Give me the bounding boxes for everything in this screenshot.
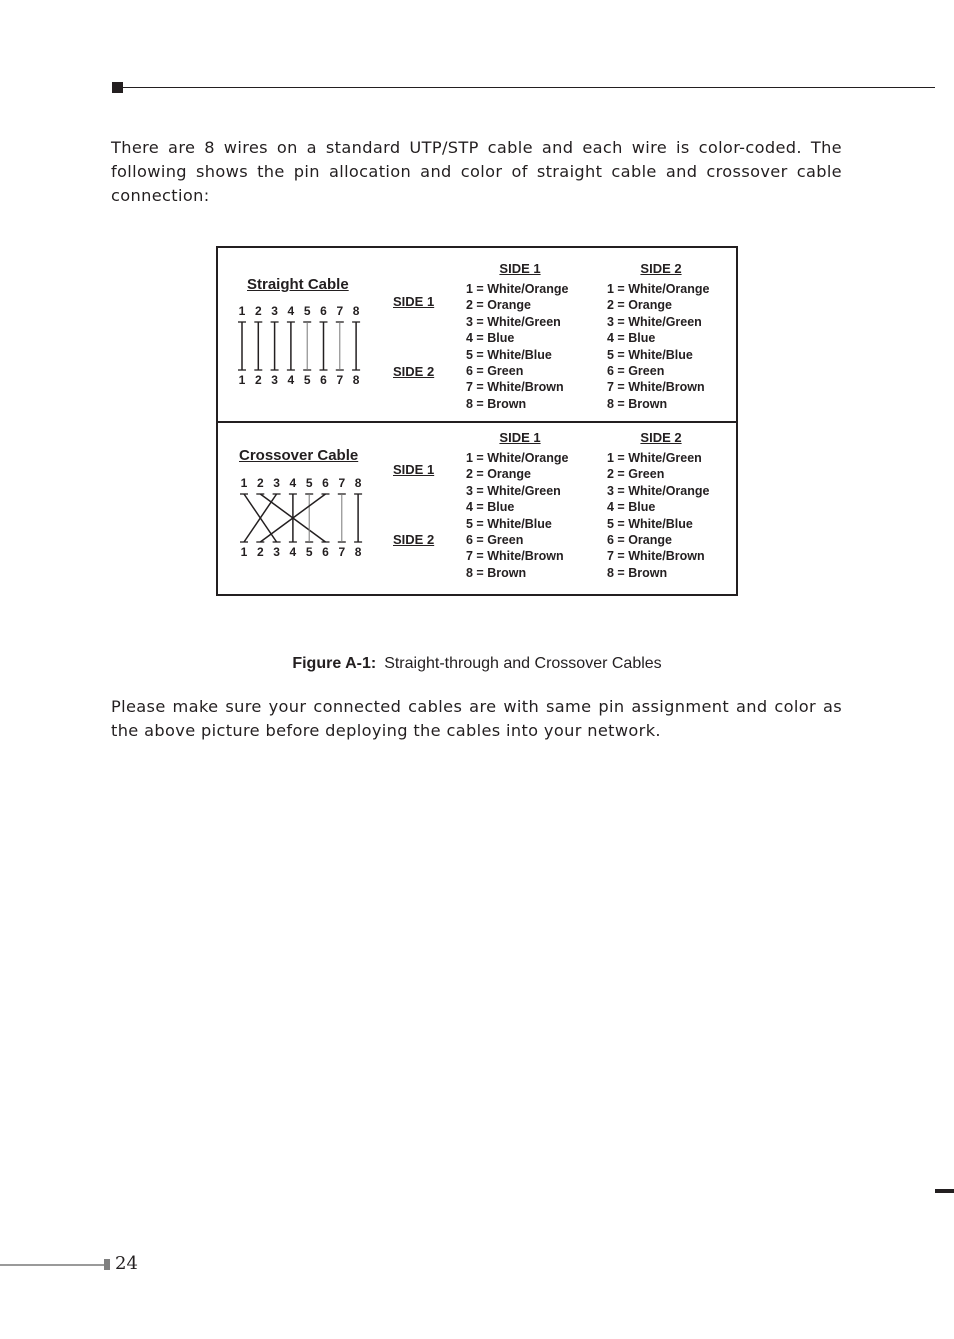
pin-color-entry: 7 = White/Brown bbox=[607, 549, 705, 564]
pin-number: 8 bbox=[352, 304, 360, 318]
pin-color-entry: 1 = White/Green bbox=[607, 451, 702, 465]
pin-number: 8 bbox=[354, 476, 362, 490]
straight-side2-list bbox=[607, 281, 709, 412]
pin-number: 6 bbox=[322, 545, 329, 559]
pin-color-entry: 7 = White/Brown bbox=[466, 380, 564, 395]
pin-color-entry: 2 = Orange bbox=[466, 467, 531, 482]
figure-caption bbox=[0, 655, 954, 673]
crossover-side1-heading: SIDE 1 bbox=[499, 430, 541, 445]
pin-number: 5 bbox=[303, 373, 311, 387]
pin-number: 6 bbox=[320, 304, 327, 318]
pin-color-entry: 4 = Blue bbox=[466, 331, 515, 346]
crossover-cable-panel bbox=[218, 423, 736, 594]
edge-tab-mark bbox=[935, 1189, 954, 1193]
crossover-side2-heading: SIDE 2 bbox=[640, 430, 682, 445]
pin-color-entry: 1 = White/Orange bbox=[466, 451, 569, 465]
straight-pins-top bbox=[238, 304, 368, 318]
pin-color-entry: 5 = White/Blue bbox=[466, 516, 552, 531]
pin-number: 5 bbox=[305, 545, 313, 559]
pin-number: 5 bbox=[303, 304, 311, 318]
pin-number: 8 bbox=[352, 373, 360, 387]
intro-paragraph: There are 8 wires on a standard UTP/STP cable and each wire is color-coded. The following shows the pin allocation and color of straight cable and crossover cable connection: bbox=[111, 138, 842, 205]
straight-cable-title: Straight Cable bbox=[247, 276, 349, 293]
pin-number: 1 bbox=[238, 373, 246, 387]
pin-number: 1 bbox=[240, 476, 248, 490]
pin-number: 4 bbox=[287, 373, 295, 387]
header-rule bbox=[123, 87, 935, 88]
cable-pinout-figure bbox=[216, 246, 738, 596]
footer-rule bbox=[0, 1264, 104, 1266]
pin-number: 2 bbox=[256, 545, 264, 559]
crossover-cable-title: Crossover Cable bbox=[239, 447, 359, 464]
pin-number: 7 bbox=[336, 373, 344, 387]
pin-color-entry: 8 = Brown bbox=[466, 565, 527, 580]
pin-number: 3 bbox=[271, 373, 278, 387]
pin-color-entry: 2 = Orange bbox=[607, 298, 672, 313]
straight-side1-heading: SIDE 1 bbox=[499, 261, 541, 276]
pin-color-entry: 6 = Green bbox=[607, 364, 665, 379]
pin-color-entry: 3 = White/Green bbox=[466, 483, 561, 498]
page-number: 24 bbox=[115, 1253, 138, 1274]
pin-color-entry: 8 = Brown bbox=[607, 396, 668, 411]
pin-color-entry: 6 = Green bbox=[466, 364, 524, 379]
pin-color-entry: 5 = White/Blue bbox=[607, 516, 693, 531]
pin-number: 6 bbox=[322, 476, 329, 490]
crossover-side2-tag: SIDE 2 bbox=[393, 532, 435, 547]
pin-color-entry: 6 = Green bbox=[466, 533, 524, 548]
pin-color-entry: 7 = White/Brown bbox=[466, 549, 564, 564]
pin-color-entry: 1 = White/Orange bbox=[466, 282, 569, 296]
figure-caption-label: Figure A-1: bbox=[292, 655, 377, 672]
pin-number: 4 bbox=[289, 476, 297, 490]
straight-side2-heading: SIDE 2 bbox=[640, 261, 682, 276]
pin-number: 4 bbox=[289, 545, 297, 559]
pin-number: 5 bbox=[305, 476, 313, 490]
straight-pins-bottom bbox=[238, 373, 368, 387]
pin-color-entry: 2 = Orange bbox=[466, 298, 531, 313]
pin-number: 1 bbox=[238, 304, 246, 318]
pin-color-entry: 3 = White/Green bbox=[466, 314, 561, 329]
straight-cable-panel bbox=[218, 248, 736, 423]
pin-color-entry: 4 = Blue bbox=[466, 500, 515, 515]
pin-number: 4 bbox=[287, 304, 295, 318]
pin-color-entry: 3 = White/Green bbox=[607, 314, 702, 329]
straight-side1-tag: SIDE 1 bbox=[393, 294, 435, 309]
pin-color-entry: 5 = White/Blue bbox=[607, 347, 693, 362]
header-square-mark bbox=[112, 82, 123, 93]
crossover-pins-top bbox=[240, 476, 370, 490]
crossover-side2-list bbox=[607, 450, 709, 581]
crossover-side1-list bbox=[466, 450, 568, 581]
straight-side2-tag: SIDE 2 bbox=[393, 364, 435, 379]
pin-number: 2 bbox=[256, 476, 264, 490]
pin-number: 3 bbox=[273, 545, 280, 559]
crossover-wires-diagram bbox=[240, 490, 370, 546]
pin-color-entry: 5 = White/Blue bbox=[466, 347, 552, 362]
pin-color-entry: 4 = Blue bbox=[607, 331, 656, 346]
pin-number: 6 bbox=[320, 373, 327, 387]
pin-number: 3 bbox=[271, 304, 278, 318]
straight-side1-list bbox=[466, 281, 568, 412]
pin-number: 8 bbox=[354, 545, 362, 559]
outro-paragraph: Please make sure your connected cables are with same pin assignment and color as the above picture before deploying the cables into your network. bbox=[111, 697, 842, 740]
straight-wires-diagram bbox=[238, 318, 368, 374]
pin-number: 1 bbox=[240, 545, 248, 559]
pin-number: 2 bbox=[254, 304, 262, 318]
pin-number: 2 bbox=[254, 373, 262, 387]
pin-color-entry: 6 = Orange bbox=[607, 533, 672, 548]
pin-color-entry: 1 = White/Orange bbox=[607, 282, 710, 296]
crossover-pins-bottom bbox=[240, 545, 370, 559]
pin-number: 3 bbox=[273, 476, 280, 490]
footer-tick-mark bbox=[104, 1259, 110, 1270]
pin-number: 7 bbox=[338, 476, 346, 490]
figure-caption-text: Straight-through and Crossover Cables bbox=[384, 655, 662, 672]
pin-color-entry: 8 = Brown bbox=[607, 565, 668, 580]
crossover-side1-tag: SIDE 1 bbox=[393, 462, 435, 477]
pin-color-entry: 7 = White/Brown bbox=[607, 380, 705, 395]
pin-color-entry: 8 = Brown bbox=[466, 396, 527, 411]
pin-color-entry: 2 = Green bbox=[607, 467, 665, 482]
pin-color-entry: 4 = Blue bbox=[607, 500, 656, 515]
pin-number: 7 bbox=[336, 304, 344, 318]
pin-number: 7 bbox=[338, 545, 346, 559]
pin-color-entry: 3 = White/Orange bbox=[607, 483, 710, 498]
